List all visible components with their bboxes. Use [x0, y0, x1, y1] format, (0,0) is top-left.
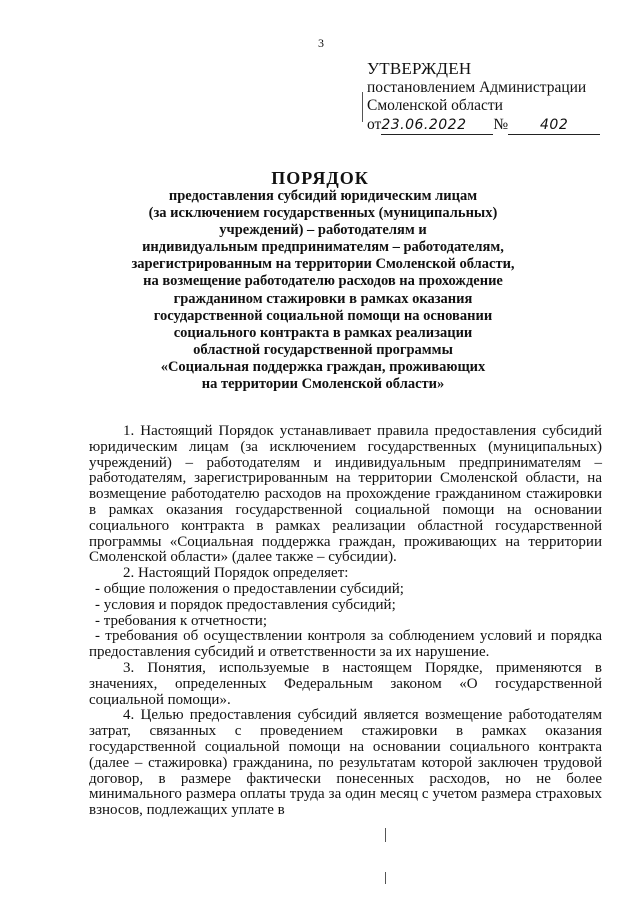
scan-artifact: [362, 92, 363, 122]
subtitle-line: «Социальная поддержка граждан, проживающих: [160, 358, 486, 375]
approval-date-line: [367, 116, 597, 136]
document-title: ПОРЯДОК: [271, 168, 369, 188]
list-item: - требования об осуществлении контроля за соблюдением условий и порядка предоставления субсидий и ответственности за их нарушение.: [89, 628, 602, 661]
subtitle-line: на территории Смоленской области»: [201, 376, 445, 393]
subtitle-line: учреждений) – работодателям и: [219, 222, 427, 239]
subtitle-line: социального контракта в рамках реализации: [173, 324, 473, 341]
scan-artifact: [385, 872, 386, 884]
approval-stamp: [367, 60, 597, 135]
subtitle-line: на возмещение работодателю расходов на прохождение: [143, 273, 503, 290]
approval-line-1: постановлением Администрации: [367, 78, 587, 96]
document-body: [89, 424, 602, 819]
subtitle-line: государственной социальной помощи на основании: [153, 307, 493, 324]
document-subtitle: [118, 188, 528, 393]
number-sign: №: [493, 115, 509, 133]
determination-list: [89, 582, 602, 661]
approval-date: 23.06.2022: [381, 116, 493, 136]
paragraph-3: 3. Понятия, используемые в настоящем Порядке, применяются в значениях, определенных Федеральным законом «О государственной социальной помощи».: [89, 659, 602, 708]
approval-title: УТВЕРЖДЕН: [367, 59, 472, 78]
paragraph-2: 2. Настоящий Порядок определяет:: [123, 565, 349, 582]
list-item: - условия и порядок предоставления субсидий;: [95, 596, 396, 613]
list-item: - общие положения о предоставлении субсидий;: [95, 580, 404, 597]
subtitle-line: индивидуальным предпринимателям – работодателям,: [142, 239, 504, 256]
subtitle-line: (за исключением государственных (муниципальных): [148, 205, 498, 222]
paragraph-1: 1. Настоящий Порядок устанавливает правила предоставления субсидий юридическим лицам (за исключением государственных (муниципальных) учреждений) – работодателям и индивидуальным предпринимателям – работодателям, зарегистрированным на территории Смоленской области, на возмещение работодателю расходов на прохождение гражданином стажировки в рамках оказания государственной социальной помощи на основании социального контракта в рамках реализации областной государственной программы «Социальная поддержка граждан, проживающих на территории Смоленской области» (далее также – субсидии).: [89, 423, 602, 566]
subtitle-line: гражданином стажировки в рамках оказания: [173, 290, 473, 307]
subtitle-line: областной государственной программы: [193, 341, 453, 358]
date-prefix: от: [367, 115, 382, 133]
subtitle-line: предоставления субсидий юридическим лицам: [168, 188, 478, 204]
approval-line-2: Смоленской области: [367, 97, 503, 114]
approval-number: 402: [508, 116, 600, 136]
list-item: - требования к отчетности;: [95, 612, 267, 629]
scan-artifact: [385, 828, 386, 842]
page-number: 3: [318, 36, 324, 50]
subtitle-line: зарегистрированным на территории Смоленской области,: [131, 256, 515, 273]
paragraph-4: 4. Целью предоставления субсидий является возмещение работодателям затрат, связанных с проведением стажировки в рамках оказания государственной социальной помощи на основании социального контракта (далее – стажировка) гражданина, по результатам которой заключен трудовой договор, в размере фактически понесенных расходов, но не более минимального размера оплаты труда за один месяц с учетом размера страховых взносов, подлежащих уплате в: [89, 707, 602, 819]
